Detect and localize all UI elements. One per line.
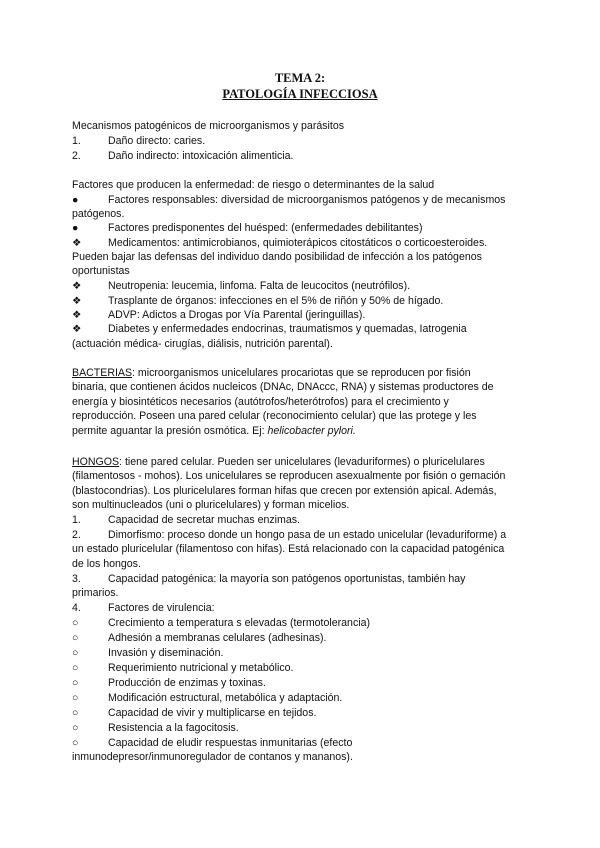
hongos-num-1: 1. (72, 514, 81, 526)
hongos-item-2: Dimorfismo: proceso donde un hongo pasa de un estado unicelular (levaduriforme) a (108, 529, 507, 541)
virulencia-item: Requerimiento nutricional y metabólico. (108, 662, 294, 674)
hongos-line-1 (72, 455, 532, 469)
circle-bullet-icon: ○ (72, 617, 79, 629)
hongos-item-2-cont-1: un estado pluricelular (filamentoso con hifas). Está relacionado con la capacidad patogénica (72, 543, 505, 555)
mecanismos-item-2: Daño indirecto: intoxicación alimenticia. (108, 150, 294, 162)
bacterias-line-5 (72, 424, 532, 438)
diamond-bullet-icon: ❖ (72, 323, 82, 335)
bacterias-line-4: reproducción. Poseen una pared celular (reconocimiento celular) que las protege y les (72, 410, 477, 422)
virulencia-item: Producción de enzimas y toxinas. (108, 677, 266, 689)
hongos-line-4: son multinucleados (uni o pluricelulares) y forman micelios. (72, 499, 350, 511)
hongos-line-2: (filamentosos - mohos). Los unicelulares se reproducen asexualmente por fisión o gemación (72, 470, 506, 482)
diamond-bullet-icon: ❖ (72, 280, 82, 292)
diamond-bullet-icon: ❖ (72, 237, 82, 249)
virulencia-item: Invasión y diseminación. (108, 647, 224, 659)
circle-bullet-icon: ○ (72, 692, 79, 704)
circle-bullet-icon: ○ (72, 677, 79, 689)
circle-bullet-icon: ○ (72, 707, 79, 719)
bacterias-line-2: binaria, que contienen ácidos nucleicos (DNAc, DNAccc, RNA) y sistemas productores de (72, 381, 494, 393)
mecanismos-num-2: 2. (72, 150, 81, 162)
bacterias-line-3: energía y biosintéticos necesarios (autótrofos/heterótrofos) para el crecimiento y (72, 396, 449, 408)
circle-bullet-icon: ○ (72, 662, 79, 674)
bacterias-label: BACTERIAS (72, 367, 133, 379)
hongos-line-3: (blastocondrias). Los pluricelulares forman hifas que crecen por extensión apical. Además, (72, 485, 497, 497)
hongos-item-4: Factores de virulencia: (108, 602, 215, 614)
mecanismos-item-1: Daño directo: caries. (108, 135, 206, 147)
hongos-num-4: 4. (72, 602, 81, 614)
hongos-num-2: 2. (72, 529, 81, 541)
hongos-label: HONGOS (72, 456, 120, 468)
bacterias-text-1: : microorganismos unicelulares procariotas que se reproducen por fisión (132, 367, 471, 379)
bacterias-example: helicobacter pylori. (267, 425, 356, 437)
circle-bullet-icon: ○ (72, 632, 79, 644)
bullet-icon: ● (72, 194, 79, 206)
virulencia-item: Crecimiento a temperatura s elevadas (termotolerancia) (108, 617, 371, 629)
virulencia-item: Capacidad de eludir respuestas inmunitarias (efecto (108, 737, 353, 749)
factores-predisponentes: Factores predisponentes del huésped: (enfermedades debilitantes) (108, 222, 423, 234)
virulencia-item-cont: inmunodepresor/inmunoregulador de contanos y mananos). (72, 751, 353, 763)
neutropenia-item: Neutropenia: leucemia, linfoma. Falta de leucocitos (neutrófilos). (108, 280, 411, 292)
diamond-bullet-icon: ❖ (72, 309, 82, 321)
medicamentos-cont-2: oportunistas (72, 265, 130, 277)
advp-item: ADVP: Adictos a Drogas por Vía Parental (jeringuillas). (108, 309, 366, 321)
medicamentos-cont-1: Pueden bajar las defensas del individuo dando posibilidad de infección a los patógenos (72, 251, 482, 263)
hongos-item-1: Capacidad de secretar muchas enzimas. (108, 514, 300, 526)
bacterias-text-5: permite aguantar la presión osmótica. Ej: (72, 425, 268, 437)
bullet-icon: ● (72, 222, 79, 234)
factores-heading: Factores que producen la enfermedad: de riesgo o determinantes de la salud (72, 179, 435, 191)
hongos-item-3: Capacidad patogénica: la mayoría son patógenos oportunistas, también hay (108, 573, 466, 585)
hongos-num-3: 3. (72, 573, 81, 585)
hongos-item-3-cont: primarios. (72, 587, 119, 599)
circle-bullet-icon: ○ (72, 647, 79, 659)
factores-responsables: Factores responsables: diversidad de microorganismos patógenos y de mecanismos (108, 194, 506, 206)
mecanismos-heading: Mecanismos patogénicos de microorganismos y parásitos (72, 120, 345, 132)
diabetes-cont: (actuación médica- cirugías, diálisis, nutrición parental). (72, 338, 333, 350)
factores-responsables-cont: patógenos. (72, 208, 125, 220)
diamond-bullet-icon: ❖ (72, 295, 82, 307)
hongos-text-1: : tiene pared celular. Pueden ser unicelulares (levaduriformes) o pluricelulares (119, 456, 485, 468)
page-title: PATOLOGÍA INFECCIOSA (222, 87, 378, 101)
circle-bullet-icon: ○ (72, 722, 79, 734)
circle-bullet-icon: ○ (72, 737, 79, 749)
hongos-item-2-cont-2: de los hongos. (72, 558, 141, 570)
bacterias-line-1 (72, 366, 532, 380)
medicamentos-item: Medicamentos: antimicrobianos, quimioterápicos citostáticos o corticoesteroides. (108, 237, 488, 249)
virulencia-item: Modificación estructural, metabólica y adaptación. (108, 692, 343, 704)
title-line-2 (0, 87, 600, 102)
diabetes-item: Diabetes y enfermedades endocrinas, traumatismos y quemadas, Iatrogenia (108, 323, 467, 335)
virulencia-item: Resistencia a la fagocitosis. (108, 722, 239, 734)
title-line-1: TEMA 2: (274, 71, 326, 85)
virulencia-item: Capacidad de vivir y multiplicarse en tejidos. (108, 707, 317, 719)
virulencia-item: Adhesión a membranas celulares (adhesinas). (108, 632, 327, 644)
trasplante-item: Trasplante de órganos: infecciones en el 5% de riñón y 50% de hígado. (108, 295, 444, 307)
mecanismos-num-1: 1. (72, 135, 81, 147)
